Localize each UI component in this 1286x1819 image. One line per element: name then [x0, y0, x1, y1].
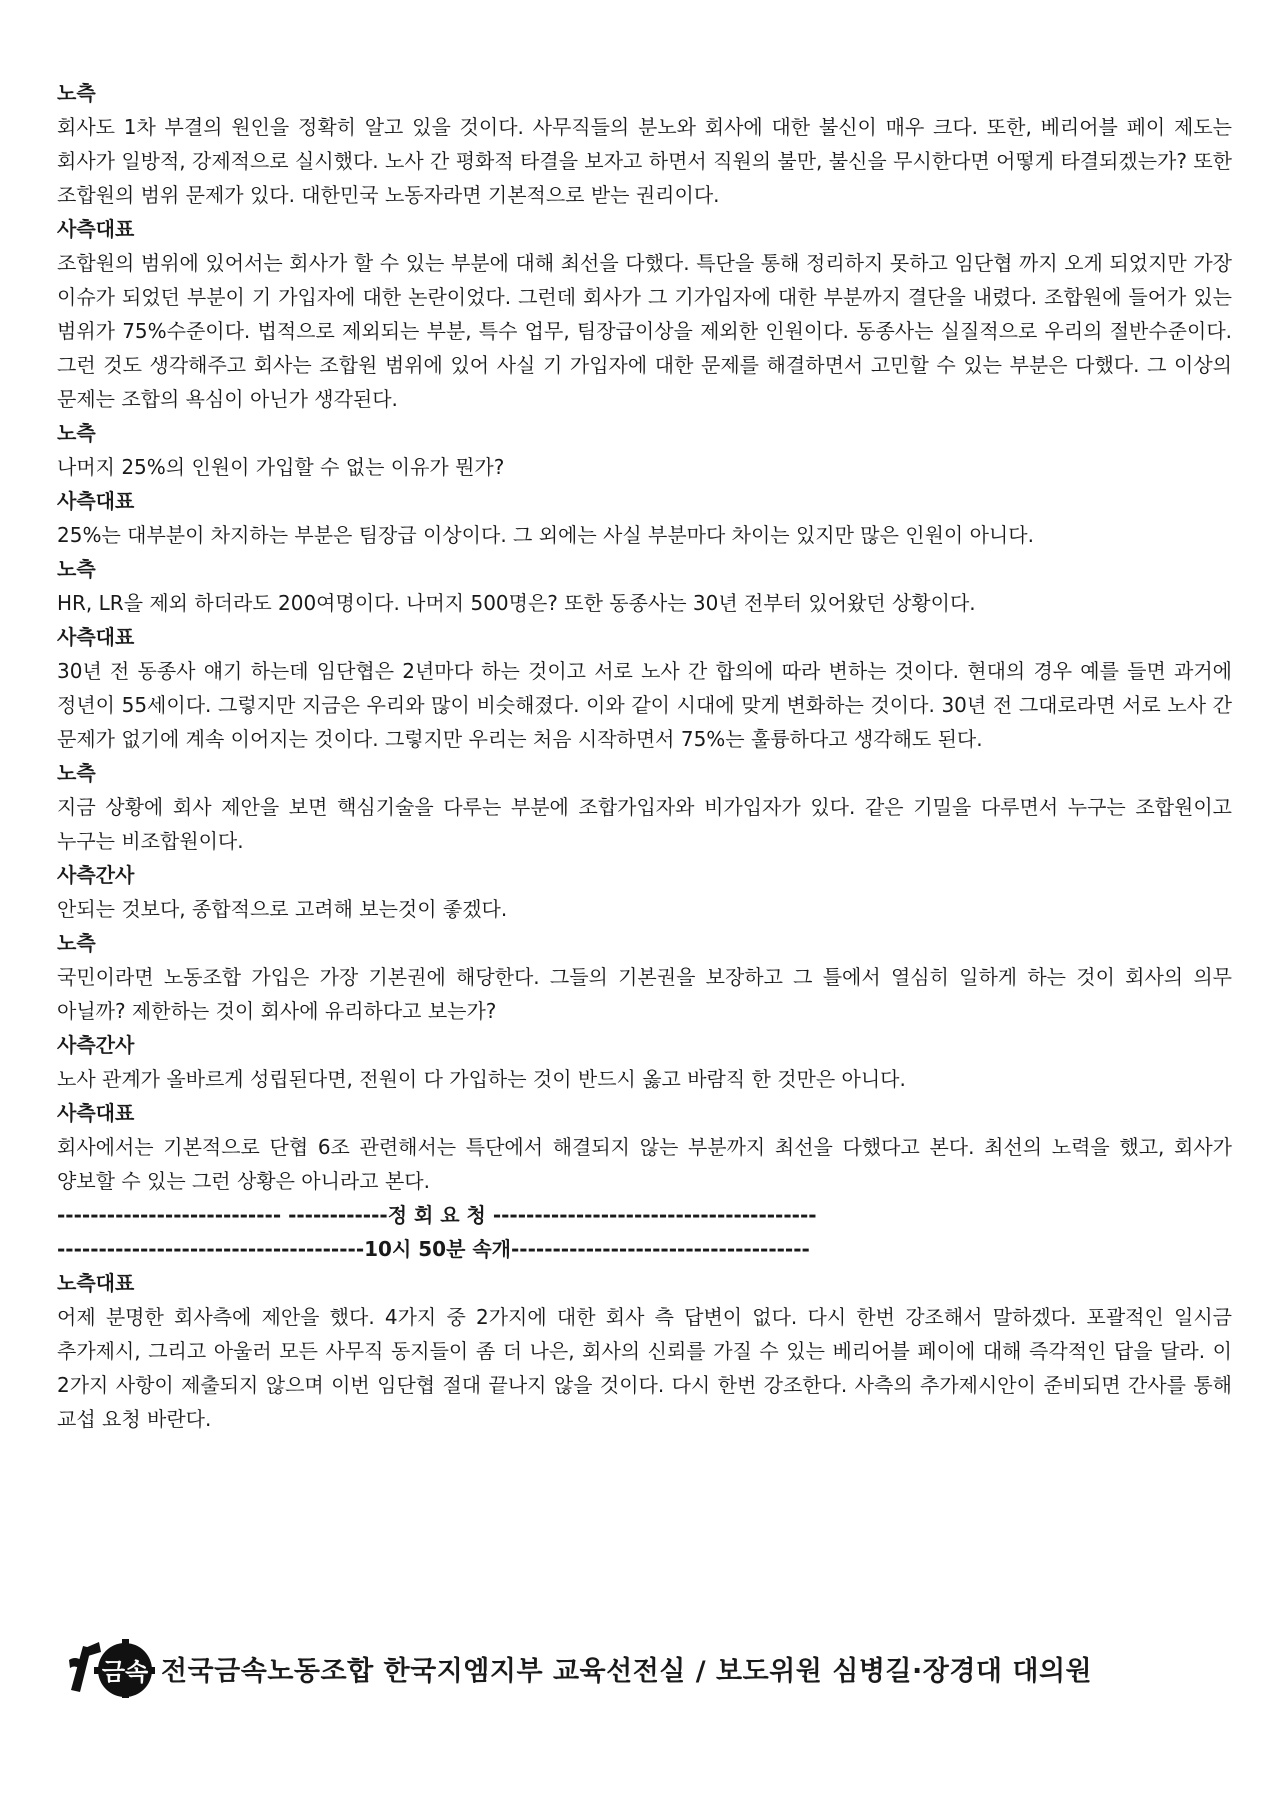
union-logo-icon	[65, 1638, 155, 1698]
statement-text: 회사에서는 기본적으로 단협 6조 관련해서는 특단에서 해결되지 않는 부분까지 최선을 다했다고 본다. 최선의 노력을 했고, 회사가 양보할 수 있는 그런 상황은 아니라고 본다.	[57, 1135, 1232, 1193]
resume-divider: -------------------------------------10시 50분 속개------------------------------------	[57, 1237, 810, 1261]
recess-divider: --------------------------- ------------정 회 요 청 ---------------------------------------	[57, 1203, 817, 1227]
statement-text: 국민이라면 노동조합 가입은 가장 기본권에 해당한다. 그들의 기본권을 보장하고 그 틀에서 열심히 일하게 하는 것이 회사의 의무 아닐까? 제한하는 것이 회사에 유리하다고 보는가?	[57, 965, 1232, 1023]
speaker-label: 노측	[57, 421, 96, 445]
dialogue-section-after	[57, 1266, 1232, 1436]
speaker-label: 노측	[57, 931, 96, 955]
speaker-label: 사측간사	[57, 863, 135, 887]
speaker-label: 사측대표	[57, 489, 135, 513]
footer-credit: 전국금속노동조합 한국지엠지부 교육선전실 / 보도위원 심병길·장경대 대의원	[161, 1655, 1093, 1687]
speaker-label: 사측대표	[57, 217, 135, 241]
statement-text: 안되는 것보다, 종합적으로 고려해 보는것이 좋겠다.	[57, 897, 508, 921]
statement-text: 지금 상황에 회사 제안을 보면 핵심기술을 다루는 부분에 조합가입자와 비가입자가 있다. 같은 기밀을 다루면서 누구는 조합원이고 누구는 비조합원이다.	[57, 795, 1232, 853]
statement-text: 조합원의 범위에 있어서는 회사가 할 수 있는 부분에 대해 최선을 다했다. 특단을 통해 정리하지 못하고 임단협 까지 오게 되었지만 가장 이슈가 되었던 부분이 기 가입자에 대한 논란이었다. 그런데 회사가 그 기가입자에 대한 부분까지 결단을 내렸다. 조합원에 들어가 있는 범위가 75%수준이다. 법적으로 제외되는 부분, 특수 업무, 팀장급이상을 제외한 인원이다. 동종사는 실질적으로 우리의 절반수준이다. 그런 것도 생각해주고 회사는 조합원 범위에 있어 사실 기 가입자에 대한 문제를 해결하면서 고민할 수 있는 부분은 다했다. 그 이상의 문제는 조합의 욕심이 아닌가 생각된다.	[57, 251, 1232, 411]
speaker-label: 노측	[57, 761, 96, 785]
speaker-label: 노측대표	[57, 1271, 135, 1295]
speaker-label: 노측	[57, 81, 96, 105]
footer	[65, 1638, 1225, 1698]
minutes-document	[57, 76, 1232, 1436]
dialogue-section	[57, 76, 1232, 1198]
statement-text: 나머지 25%의 인원이 가입할 수 없는 이유가 뭔가?	[57, 455, 505, 479]
statement-text: HR, LR을 제외 하더라도 200여명이다. 나머지 500명은? 또한 동종사는 30년 전부터 있어왔던 상황이다.	[57, 591, 976, 615]
statement-text: 25%는 대부분이 차지하는 부분은 팀장급 이상이다. 그 외에는 사실 부분마다 차이는 있지만 많은 인원이 아니다.	[57, 523, 1034, 547]
speaker-label: 노측	[57, 557, 96, 581]
logo-text: 금속	[101, 1658, 149, 1686]
speaker-label: 사측간사	[57, 1033, 135, 1057]
statement-text: 어제 분명한 회사측에 제안을 했다. 4가지 중 2가지에 대한 회사 측 답변이 없다. 다시 한번 강조해서 말하겠다. 포괄적인 일시금 추가제시, 그리고 아울러 모든 사무직 동지들이 좀 더 나은, 회사의 신뢰를 가질 수 있는 베리어블 페이에 대해 즉각적인 답을 달라. 이 2가지 사항이 제출되지 않으며 이번 임단협 절대 끝나지 않을 것이다. 다시 한번 강조한다. 사측의 추가제시안이 준비되면 간사를 통해 교섭 요청 바란다.	[57, 1305, 1232, 1431]
speaker-label: 사측대표	[57, 1101, 135, 1125]
statement-text: 노사 관계가 올바르게 성립된다면, 전원이 다 가입하는 것이 반드시 옳고 바람직 한 것만은 아니다.	[57, 1067, 906, 1091]
statement-text: 30년 전 동종사 얘기 하는데 임단협은 2년마다 하는 것이고 서로 노사 간 합의에 따라 변하는 것이다. 현대의 경우 예를 들면 과거에 정년이 55세이다. 그렇지만 지금은 우리와 많이 비슷해졌다. 이와 같이 시대에 맞게 변화하는 것이다. 30년 전 그대로라면 서로 노사 간 문제가 없기에 계속 이어지는 것이다. 그렇지만 우리는 처음 시작하면서 75%는 훌륭하다고 생각해도 된다.	[57, 659, 1232, 751]
speaker-label: 사측대표	[57, 625, 135, 649]
statement-text: 회사도 1차 부결의 원인을 정확히 알고 있을 것이다. 사무직들의 분노와 회사에 대한 불신이 매우 크다. 또한, 베리어블 페이 제도는 회사가 일방적, 강제적으로 실시했다. 노사 간 평화적 타결을 보자고 하면서 직원의 불만, 불신을 무시한다면 어떻게 타결되겠는가? 또한 조합원의 범위 문제가 있다. 대한민국 노동자라면 기본적으로 받는 권리이다.	[57, 115, 1232, 207]
